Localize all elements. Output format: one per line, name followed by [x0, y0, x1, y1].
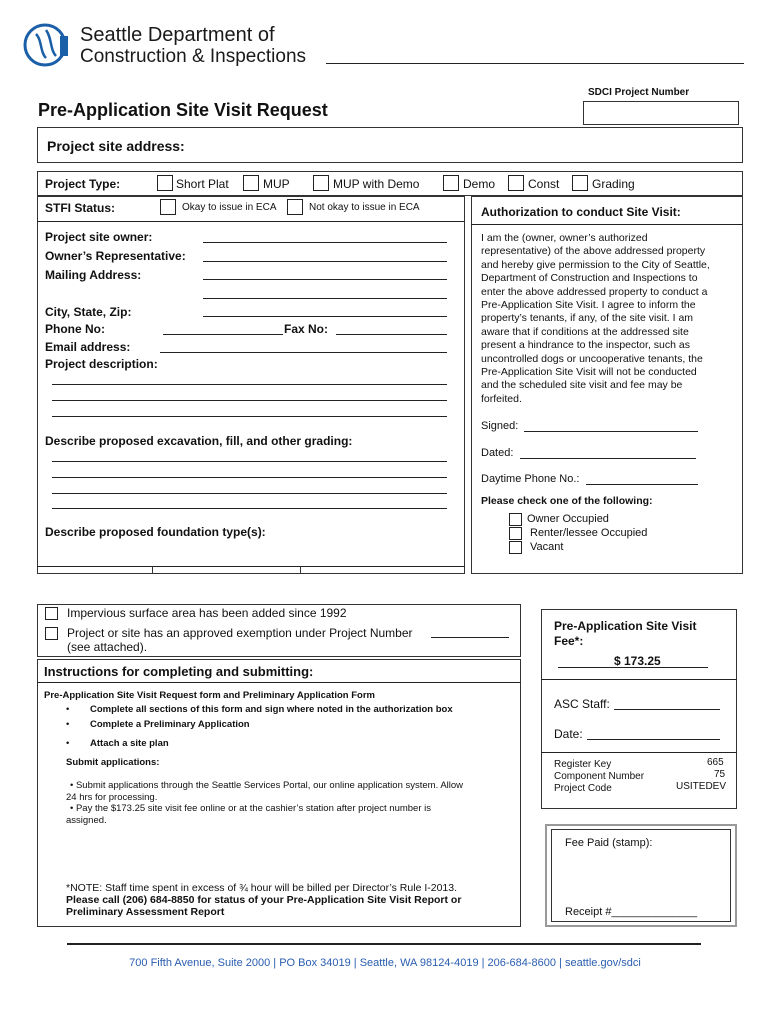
impervious-label: Impervious surface area has been added since 1992 — [67, 606, 347, 620]
left-box-tick-2 — [300, 566, 301, 574]
instruction-bullet-2: Complete a Preliminary Application — [90, 719, 250, 730]
project-type-label: Project Type: — [45, 177, 121, 191]
project-description-label: Project description: — [45, 357, 158, 371]
sdci-project-number-label: SDCI Project Number — [588, 87, 690, 98]
check-one-label: Please check one of the following: — [481, 495, 653, 507]
register-key-label: Register Key — [554, 759, 612, 770]
authorization-title: Authorization to conduct Site Visit: — [481, 205, 681, 219]
fee-title-line1: Pre-Application Site Visit — [554, 619, 697, 633]
auth-line-2: representative) of the above addressed property — [481, 245, 706, 258]
register-key-value: 665 — [707, 757, 724, 768]
renter-occupied-label: Renter/lessee Occupied — [530, 527, 648, 539]
stfi-row-rule — [37, 221, 465, 222]
fee-amount-rule — [558, 667, 708, 668]
stfi-okay-label: Okay to issue in ECA — [182, 202, 277, 213]
auth-line-5: enter the above addressed property to conduct a — [481, 285, 708, 298]
fee-amount: $ 173.25 — [614, 654, 661, 668]
owner-occupied-checkbox[interactable] — [509, 513, 522, 526]
short-plat-checkbox[interactable] — [157, 175, 173, 191]
description-line-2[interactable] — [52, 400, 447, 401]
mup-demo-checkbox[interactable] — [313, 175, 329, 191]
dated-label: Dated: — [481, 447, 514, 459]
daytime-phone-field[interactable] — [586, 484, 698, 485]
site-owner-label: Project site owner: — [45, 230, 153, 244]
site-address-label: Project site address: — [47, 138, 185, 154]
short-plat-label: Short Plat — [176, 177, 229, 191]
demo-label: Demo — [463, 177, 496, 191]
form-title: Pre-Application Site Visit Request — [38, 100, 328, 120]
stfi-not-okay-checkbox[interactable] — [287, 199, 303, 215]
excavation-line-3[interactable] — [52, 493, 447, 494]
auth-line-13: forfeited. — [481, 392, 522, 405]
exemption-checkbox[interactable] — [45, 627, 58, 640]
submit-head: Submit applications: — [66, 757, 160, 768]
instructions-title: Instructions for completing and submitting: — [44, 664, 314, 679]
impervious-checkbox[interactable] — [45, 607, 58, 620]
exemption-project-number-field[interactable] — [431, 637, 509, 638]
mailing-address-label: Mailing Address: — [45, 268, 142, 282]
dated-field[interactable] — [520, 458, 696, 459]
mup-label: MUP — [263, 177, 290, 191]
vacant-checkbox[interactable] — [509, 541, 522, 554]
mailing-address-field-1[interactable] — [203, 279, 447, 280]
email-field[interactable] — [160, 352, 447, 353]
bullet-dot-1: • — [66, 704, 70, 715]
representative-label: Owner’s Representative: — [45, 249, 186, 263]
auth-line-10: uncontrolled dogs or uncooperative tenants, the — [481, 352, 703, 365]
grading-label: Grading — [592, 177, 635, 191]
email-label: Email address: — [45, 340, 131, 354]
dept-name-line2: Construction & Inspections — [80, 46, 307, 67]
demo-checkbox[interactable] — [443, 175, 459, 191]
description-line-3[interactable] — [52, 416, 447, 417]
authorization-text — [481, 232, 710, 406]
header-rule — [326, 63, 744, 64]
authorization-title-rule — [471, 224, 743, 225]
submit-line-1b: 24 hrs for processing. — [66, 792, 158, 803]
project-code-value: USITEDEV — [676, 781, 727, 792]
fee-title-line2: Fee*: — [554, 634, 584, 648]
excavation-line-4[interactable] — [52, 508, 447, 509]
const-label: Const — [528, 177, 560, 191]
auth-line-6: Pre-Application Site Visit. I agree to inform the — [481, 299, 696, 312]
description-line-1[interactable] — [52, 384, 447, 385]
exemption-attached-label: (see attached). — [67, 640, 148, 654]
fee-code-rule — [541, 752, 737, 753]
grading-checkbox[interactable] — [572, 175, 588, 191]
stfi-status-label: STFI Status: — [45, 201, 116, 215]
auth-line-4: Department of Construction and Inspections to — [481, 272, 698, 285]
fax-field[interactable] — [336, 334, 447, 335]
instruction-bullet-1: Complete all sections of this form and sign where noted in the authorization box — [90, 704, 453, 715]
mup-demo-label: MUP with Demo — [333, 177, 420, 191]
note-line-2: Please call (206) 684-8850 for status of your Pre-Application Site Visit Report or — [66, 894, 462, 906]
const-checkbox[interactable] — [508, 175, 524, 191]
fax-label: Fax No: — [284, 322, 329, 336]
phone-label: Phone No: — [45, 322, 105, 336]
auth-line-9: present a hindrance to the inspector, such as — [481, 339, 690, 352]
auth-line-12: and the scheduled site visit and fee may be — [481, 379, 683, 392]
footer-contact: 700 Fifth Avenue, Suite 2000 | PO Box 34019 | Seattle, WA 98124-4019 | 206-684-8600 | seattle.gov/sdci — [129, 957, 641, 969]
submit-line-1a: • Submit applications through the Seattle Services Portal, our online application system. Allow — [70, 780, 464, 791]
daytime-phone-label: Daytime Phone No.: — [481, 473, 580, 485]
exemption-label: Project or site has an approved exemption under Project Number — [67, 626, 413, 640]
phone-field[interactable] — [163, 334, 283, 335]
auth-line-1: I am the (owner, owner’s authorized — [481, 232, 648, 244]
signed-label: Signed: — [481, 420, 519, 432]
asc-staff-label: ASC Staff: — [554, 697, 610, 711]
auth-line-8: aware that if conditions at the addressed site — [481, 325, 689, 338]
owner-occupied-label: Owner Occupied — [527, 513, 609, 525]
dept-name-line1: Seattle Department of — [80, 24, 275, 46]
component-number-label: Component Number — [554, 771, 645, 782]
stfi-not-okay-label: Not okay to issue in ECA — [309, 202, 420, 213]
project-code-label: Project Code — [554, 783, 612, 794]
site-owner-field[interactable] — [203, 242, 447, 243]
component-number-value: 75 — [714, 769, 726, 780]
left-box-bottom-rule — [37, 566, 465, 567]
receipt-label: Receipt #______________ — [565, 906, 698, 918]
note-line-1: *NOTE: Staff time spent in excess of ¾ hour will be billed per Director’s Rule I-2013. — [66, 882, 458, 894]
representative-field[interactable] — [203, 261, 447, 262]
auth-line-11: Pre-Application Site Visit will not be conducted — [481, 366, 697, 379]
vacant-label: Vacant — [530, 541, 564, 553]
city-state-zip-field[interactable] — [203, 316, 447, 317]
foundation-label: Describe proposed foundation type(s): — [45, 525, 266, 539]
submit-line-2a: • Pay the $173.25 site visit fee online or at the cashier’s station after project number is — [70, 803, 432, 814]
instructions-subhead: Pre-Application Site Visit Request form and Preliminary Application Form — [44, 690, 375, 701]
asc-staff-field[interactable] — [614, 709, 720, 710]
submit-line-2b: assigned. — [66, 815, 107, 826]
city-state-zip-label: City, State, Zip: — [45, 305, 132, 319]
fee-date-field[interactable] — [587, 739, 720, 740]
mailing-address-field-2[interactable] — [203, 298, 447, 299]
fee-section-rule — [541, 679, 737, 680]
stfi-okay-checkbox[interactable] — [160, 199, 176, 215]
bullet-dot-3: • — [66, 738, 70, 749]
footer-rule — [67, 943, 701, 945]
mup-checkbox[interactable] — [243, 175, 259, 191]
fee-date-label: Date: — [554, 727, 583, 741]
left-box-tick-1 — [152, 566, 153, 574]
excavation-line-1[interactable] — [52, 461, 447, 462]
auth-line-3: and hereby give permission to the City of Seattle, — [481, 258, 710, 271]
bullet-dot-2: • — [66, 719, 70, 730]
excavation-line-2[interactable] — [52, 477, 447, 478]
sdci-project-number-field[interactable] — [583, 101, 739, 125]
auth-line-7: property’s tenants, if any, of the site visit. I am — [481, 312, 694, 325]
signed-field[interactable] — [524, 431, 698, 432]
fee-paid-label: Fee Paid (stamp): — [565, 837, 653, 849]
note-line-3: Preliminary Assessment Report — [66, 906, 225, 918]
renter-occupied-checkbox[interactable] — [509, 527, 522, 540]
sdci-logo-icon — [22, 22, 74, 68]
excavation-label: Describe proposed excavation, fill, and other grading: — [45, 434, 353, 448]
instruction-bullet-3: Attach a site plan — [90, 738, 169, 749]
instructions-title-rule — [37, 682, 521, 683]
